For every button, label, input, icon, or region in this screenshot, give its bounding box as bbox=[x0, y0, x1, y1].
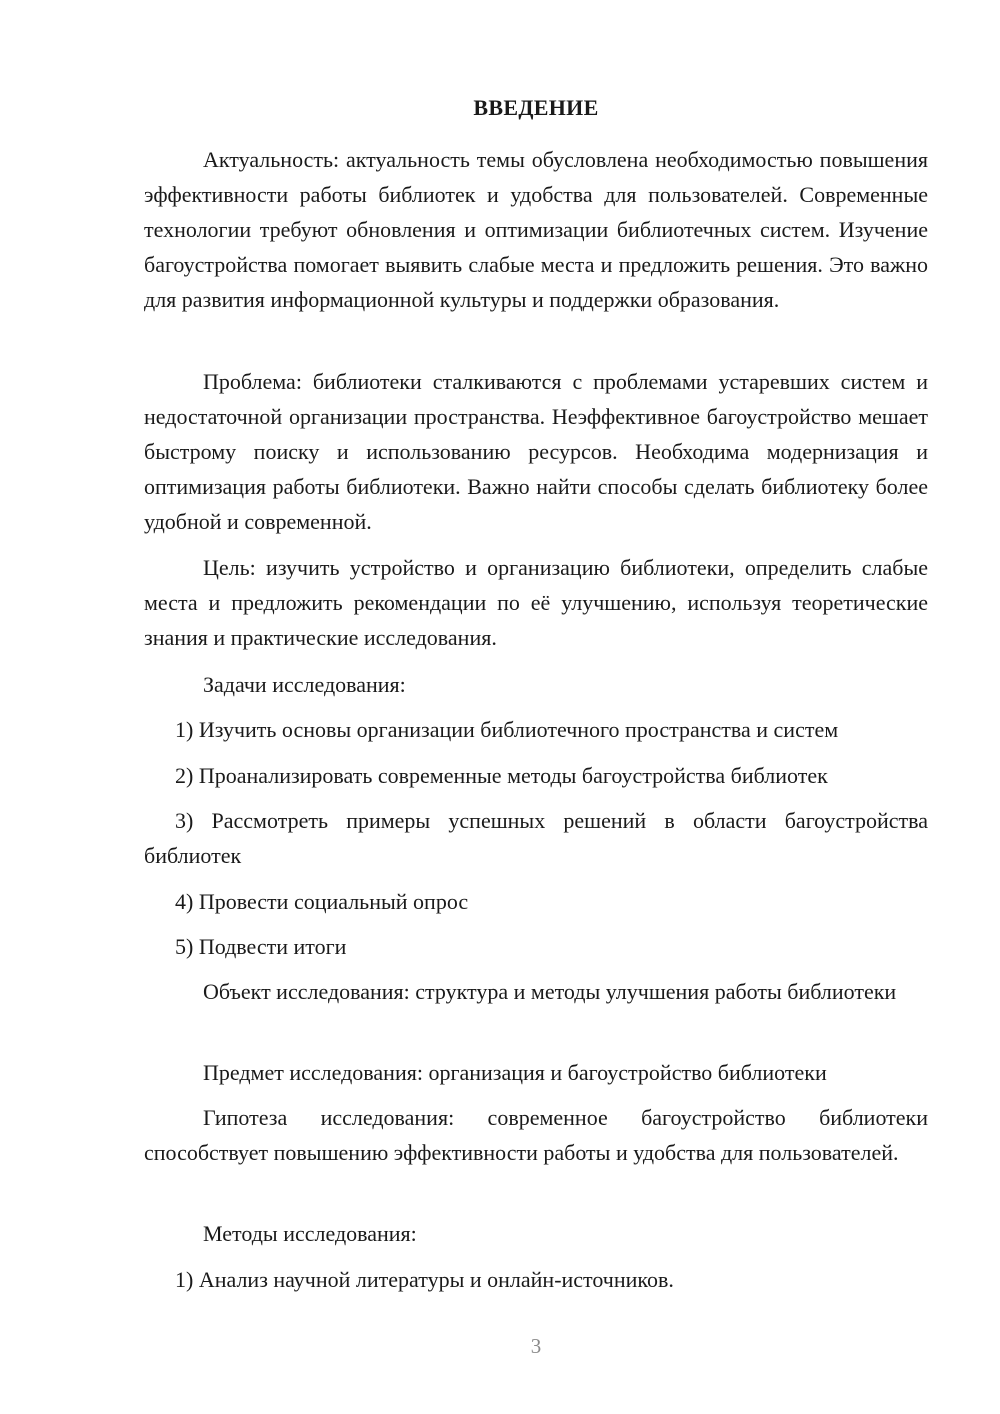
tasks-heading: Задачи исследования: bbox=[203, 672, 406, 697]
object-paragraph: Объект исследования: структура и методы улучшения работы библиотеки bbox=[203, 979, 897, 1004]
relevance-paragraph: Актуальность: актуальность темы обусловлена необходимостью повышения эффективности работы библиотек и удобства для пользователей. Современные технологии требуют обновления и оптимизации библиотечных систем. Изучение багоустройства помогает выявить слабые места и предложить решения. Это важно для развития информационной культуры и поддержки образования. bbox=[144, 147, 928, 312]
page-title: ВВЕДЕНИЕ bbox=[473, 95, 599, 120]
problem-paragraph: Проблема: библиотеки сталкиваются с проблемами устаревших систем и недостаточной организации пространства. Неэффективное багоустройство мешает быстрому поиску и использованию ресурсов. Необходима модернизация и оптимизация работы библиотеки. Важно найти способы сделать библиотеку более удобной и современной. bbox=[144, 369, 928, 534]
goal-paragraph: Цель: изучить устройство и организацию библиотеки, определить слабые места и предложить рекомендации по её улучшению, используя теоретические знания и практические исследования. bbox=[144, 555, 928, 650]
task-item-3: 3) Рассмотреть примеры успешных решений в области багоустройства библиотек bbox=[144, 808, 928, 868]
hypothesis-paragraph: Гипотеза исследования: современное багоустройство библиотеки способствует повышению эффективности работы и удобства для пользователей. bbox=[144, 1105, 928, 1165]
task-item-5: 5) Подвести итоги bbox=[175, 934, 347, 959]
subject-paragraph: Предмет исследования: организация и багоустройство библиотеки bbox=[203, 1060, 827, 1085]
page-number: 3 bbox=[530, 1334, 542, 1358]
methods-heading: Методы исследования: bbox=[203, 1221, 417, 1246]
task-item-4: 4) Провести социальный опрос bbox=[175, 889, 469, 914]
task-item-2: 2) Проанализировать современные методы багоустройства библиотек bbox=[175, 763, 828, 788]
task-item-1: 1) Изучить основы организации библиотечного пространства и систем bbox=[175, 717, 839, 742]
method-item-1: 1) Анализ научной литературы и онлайн-источников. bbox=[175, 1267, 674, 1292]
